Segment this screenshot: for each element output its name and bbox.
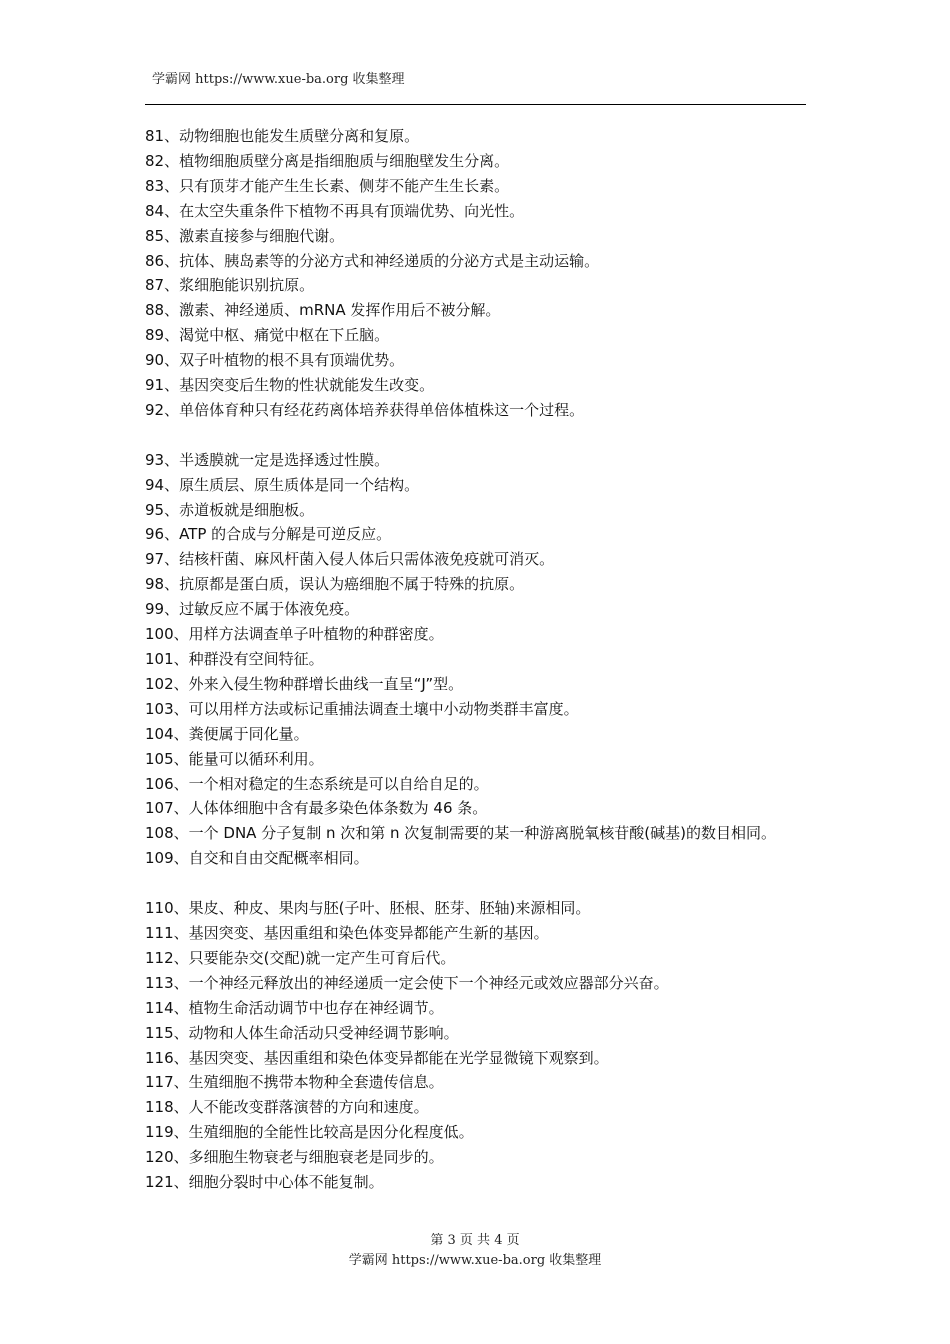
- list-item: 102、外来入侵生物种群增长曲线一直呈“J”型。: [145, 674, 464, 693]
- list-item: 87、浆细胞能识别抗原。: [145, 276, 315, 295]
- section-gap: [145, 871, 809, 896]
- list-item: 94、原生质层、原生质体是同一个结构。: [145, 475, 420, 494]
- list-item: 116、基因突变、基因重组和染色体变异都能在光学显微镜下观察到。: [145, 1048, 609, 1067]
- list-item: 101、种群没有空间特征。: [145, 650, 324, 669]
- list-item: 88、激素、神经递质、mRNA 发挥作用后不被分解。: [145, 301, 501, 320]
- list-item: 86、抗体、胰岛素等的分泌方式和神经递质的分泌方式是主动运输。: [145, 251, 600, 270]
- list-item: 117、生殖细胞不携带本物种全套遗传信息。: [145, 1073, 444, 1092]
- list-item: 120、多细胞生物衰老与细胞衰老是同步的。: [145, 1148, 444, 1167]
- list-item: 81、动物细胞也能发生质壁分离和复原。: [145, 127, 420, 145]
- list-item: 110、果皮、种皮、果肉与胚(子叶、胚根、胚芽、胚轴)来源相同。: [145, 899, 591, 918]
- question-list: [145, 124, 809, 1195]
- page-number: 第 3 页 共 4 页: [430, 1233, 520, 1248]
- list-item: 112、只要能杂交(交配)就一定产生可育后代。: [145, 948, 456, 967]
- list-item: 84、在太空失重条件下植物不再具有顶端优势、向光性。: [145, 201, 525, 220]
- list-item: 113、一个神经元释放出的神经递质一定会使下一个神经元或效应器部分兴奋。: [145, 973, 669, 992]
- list-item: 109、自交和自由交配概率相同。: [145, 849, 369, 868]
- list-item: 85、激素直接参与细胞代谢。: [145, 226, 345, 245]
- list-item: 111、基因突变、基因重组和染色体变异都能产生新的基因。: [145, 923, 549, 942]
- list-item: 98、抗原都是蛋白质，误认为癌细胞不属于特殊的抗原。: [145, 575, 525, 594]
- list-item: 114、植物生命活动调节中也存在神经调节。: [145, 998, 444, 1017]
- list-item: 103、可以用样方法或标记重捕法调查土壤中小动物类群丰富度。: [145, 699, 579, 718]
- list-item: 121、细胞分裂时中心体不能复制。: [145, 1173, 384, 1192]
- list-item: 100、用样方法调查单子叶植物的种群密度。: [145, 625, 444, 644]
- list-item: 97、结核杆菌、麻风杆菌入侵人体后只需体液免疫就可消灭。: [145, 550, 555, 569]
- list-item: 92、单倍体育种只有经花药离体培养获得单倍体植株这一个过程。: [145, 400, 585, 419]
- page-header: 学霸网 https://www.xue-ba.org 收集整理: [152, 72, 405, 87]
- list-item: 107、人体体细胞中含有最多染色体条数为 46 条。: [145, 799, 488, 818]
- list-item: 83、只有顶芽才能产生生长素、侧芽不能产生生长素。: [145, 176, 510, 195]
- list-item: 118、人不能改变群落演替的方向和速度。: [145, 1098, 429, 1117]
- list-item: 108、一个 DNA 分子复制 n 次和第 n 次复制需要的某一种游离脱氧核苷酸(碱基)的数目相同。: [145, 824, 776, 843]
- list-item: 91、基因突变后生物的性状就能发生改变。: [145, 376, 435, 395]
- list-item: 106、一个相对稳定的生态系统是可以自给自足的。: [145, 774, 489, 793]
- list-item: 90、双子叶植物的根不具有顶端优势。: [145, 351, 405, 370]
- header-divider: [145, 104, 806, 105]
- list-item: 89、渴觉中枢、痛觉中枢在下丘脑。: [145, 326, 390, 345]
- list-item: 115、动物和人体生命活动只受神经调节影响。: [145, 1023, 459, 1042]
- list-item: 104、粪便属于同化量。: [145, 724, 309, 743]
- list-item: 119、生殖细胞的全能性比较高是因分化程度低。: [145, 1123, 474, 1142]
- page-footer: 学霸网 https://www.xue-ba.org 收集整理: [348, 1253, 602, 1268]
- list-item: 82、植物细胞质壁分离是指细胞质与细胞壁发生分离。: [145, 151, 510, 170]
- section-gap: [145, 423, 809, 448]
- list-item: 96、ATP 的合成与分解是可逆反应。: [145, 525, 392, 544]
- list-item: 93、半透膜就一定是选择透过性膜。: [145, 450, 390, 469]
- list-item: 105、能量可以循环利用。: [145, 749, 324, 768]
- list-item: 95、赤道板就是细胞板。: [145, 500, 315, 519]
- list-item: 99、过敏反应不属于体液免疫。: [145, 600, 360, 619]
